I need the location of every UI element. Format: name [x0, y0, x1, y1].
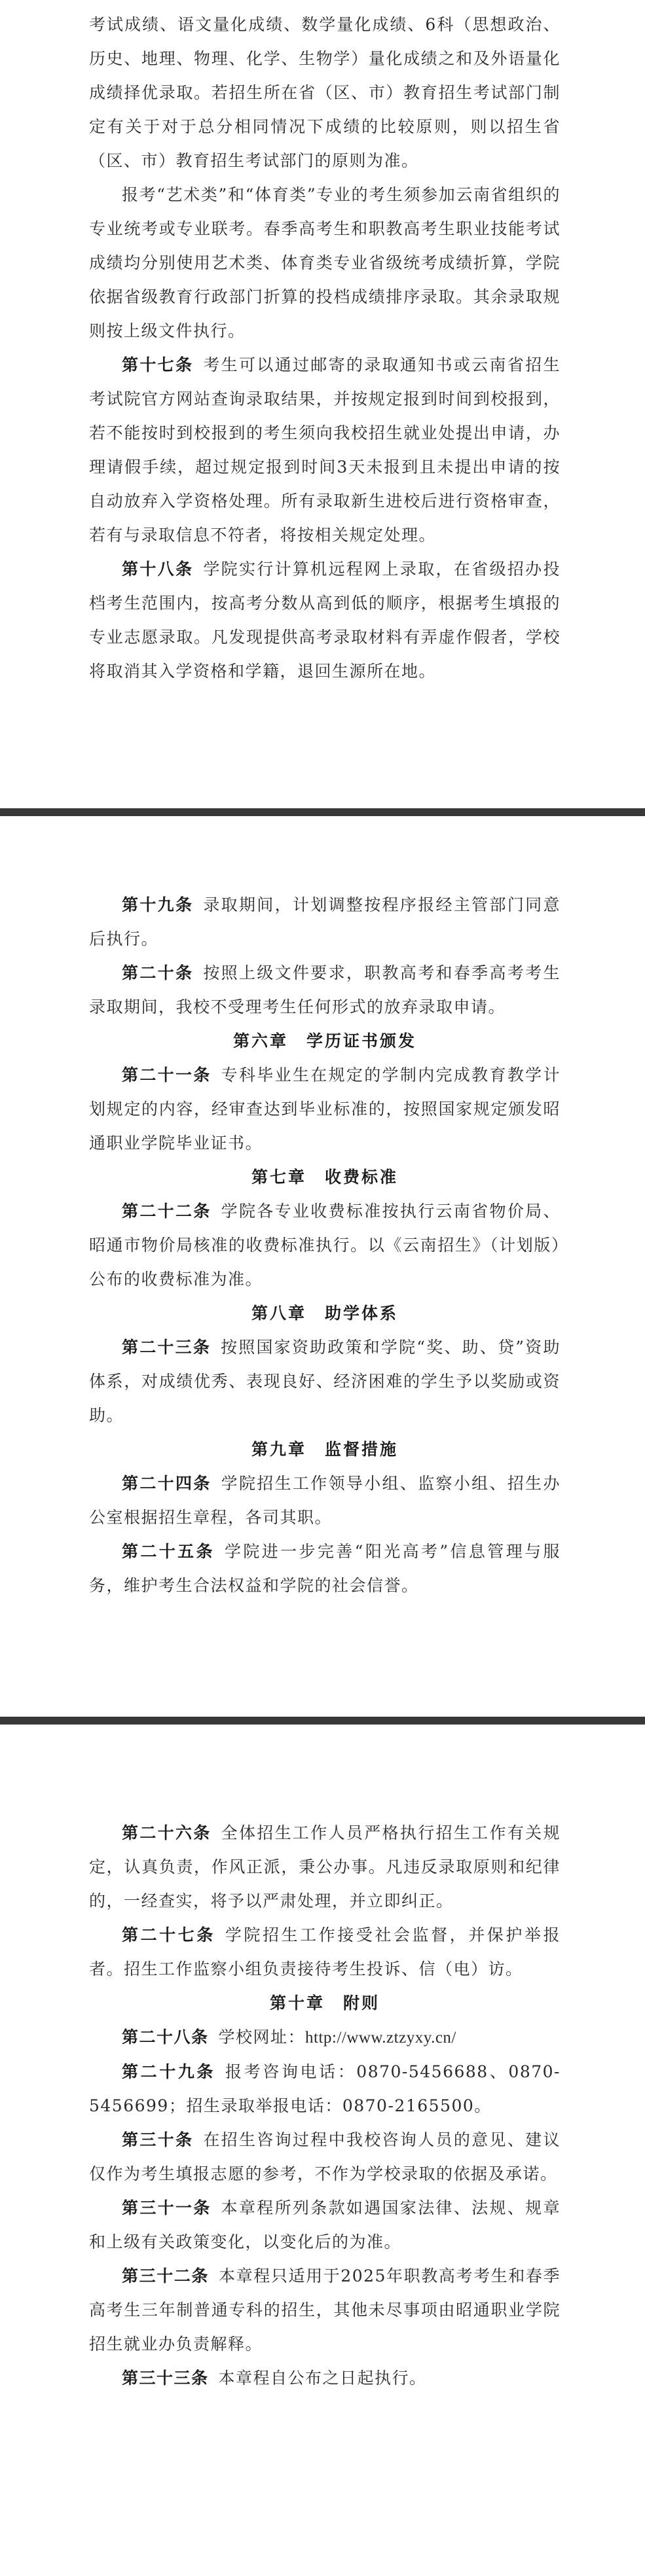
chapter-8-heading: 第八章 助学体系 — [251, 1304, 398, 1323]
article-23 — [89, 1331, 561, 1433]
article-28-prefix: 学校网址： — [218, 2028, 306, 2047]
article-24-text: 学院招生工作领导小组、监察小组、招生办公室根据招生章程，各司其职。 — [89, 1474, 561, 1527]
article-19 — [89, 888, 561, 956]
article-31-label: 第三十一条 — [122, 2198, 212, 2217]
article-17-text: 考生可以通过邮寄的录取通知书或云南省招生考试院官方网站查询录取结果，并按规定报到时间到校报到，若不能按时到校报到的考生须向我校招生就业处提出申请，办理请假手续，超过规定报到时间3天未报到且未提出申请的按自动放弃入学资格处理。所有录取新生进校后进行资格审查，若有与录取信息不符者，将按相关规定处理。 — [89, 355, 561, 545]
document-page-3 — [0, 1725, 645, 2576]
article-18-label: 第十八条 — [122, 560, 194, 579]
article-33 — [89, 2361, 561, 2395]
article-18-text: 学院实行计算机远程网上录取，在省级招办投档考生范围内，按高考分数从高到低的顺序，根据考生填报的专业志愿录取。凡发现提供高考录取材料有弄虚作假者，学校将取消其入学资格和学籍，退回生源所在地。 — [89, 560, 561, 681]
article-29 — [89, 2055, 561, 2123]
article-30-label: 第三十条 — [122, 2130, 194, 2149]
article-32-text: 本章程只适用于2025年职教高考考生和春季高考生三年制普通专科的招生，其他未尽事项由昭通职业学院招生就业办负责解释。 — [89, 2266, 561, 2353]
article-20-label: 第二十条 — [122, 963, 194, 982]
article-17-label: 第十七条 — [122, 355, 194, 374]
chapter-6-heading: 第六章 学历证书颁发 — [232, 1031, 416, 1050]
article-29-text: 报考咨询电话：0870-5456688、0870-5456699；招生录取举报电话：0870-2165500。 — [89, 2062, 561, 2115]
article-17 — [89, 348, 561, 552]
chapter-10-heading: 第十章 附则 — [269, 1994, 380, 2012]
article-24-label: 第二十四条 — [122, 1474, 212, 1493]
article-26-text: 全体招生工作人员严格执行招生工作有关规定，认真负责，作风正派，秉公办事。凡违反录取原则和纪律的，一经查实，将予以严肃处理，并立即纠正。 — [89, 1823, 561, 1910]
article-28 — [89, 2020, 561, 2055]
article-27-label: 第二十七条 — [122, 1925, 215, 1944]
article-27 — [89, 1918, 561, 1986]
chapter-7-heading: 第七章 收费标准 — [251, 1168, 398, 1187]
article-27-text: 学院招生工作接受社会监督，并保护举报者。招生工作监察小组负责接待考生投诉、信（电）访。 — [89, 1925, 561, 1978]
page-separator-2 — [0, 1717, 645, 1725]
article-29-label: 第二十九条 — [122, 2062, 216, 2081]
article-31 — [89, 2191, 561, 2259]
article-21 — [89, 1058, 561, 1160]
article-22 — [89, 1194, 561, 1297]
article-18 — [89, 552, 561, 689]
article-20-text: 按照上级文件要求，职教高考和春季高考考生录取期间，我校不受理考生任何形式的放弃录取申请。 — [89, 963, 561, 1016]
article-33-label: 第三十三条 — [122, 2369, 209, 2388]
article-25 — [89, 1535, 561, 1603]
article-21-label: 第二十一条 — [122, 1065, 212, 1084]
document-page-1 — [0, 0, 645, 808]
chapter-9-heading: 第九章 监督措施 — [251, 1440, 398, 1459]
article-23-label: 第二十三条 — [122, 1338, 212, 1357]
article-26-label: 第二十六条 — [122, 1823, 212, 1842]
article-19-text: 录取期间，计划调整按程序报经主管部门同意后执行。 — [89, 895, 561, 948]
article-24 — [89, 1467, 561, 1535]
article-20 — [89, 956, 561, 1024]
article-33-text: 本章程自公布之日起执行。 — [218, 2369, 427, 2388]
school-website-link[interactable]: http://www.ztzyxy.cn/ — [305, 2029, 456, 2047]
article-31-text: 本章程所列条款如遇国家法律、法规、规章和上级有关政策变化，以变化后的为准。 — [89, 2198, 561, 2251]
article-30 — [89, 2123, 561, 2191]
page-separator-1 — [0, 808, 645, 816]
paragraph-tiebreak-rule: 考试成绩、语文量化成绩、数学量化成绩、6科（思想政治、历史、地理、物理、化学、生物学）量化成绩之和及外语量化成绩择优录取。若招生所在省（区、市）教育招生考试部门制定有关于对于总分相同情况下成绩的比较原则，则以招生省（区、市）教育招生考试部门的原则为准。 — [89, 15, 561, 170]
article-25-text: 学院进一步完善“阳光高考”信息管理与服务，维护考生合法权益和学院的社会信誉。 — [89, 1542, 561, 1595]
article-32 — [89, 2259, 561, 2361]
article-22-label: 第二十二条 — [122, 1202, 212, 1221]
paragraph-art-sports: 报考“艺术类”和“体育类”专业的考生须参加云南省组织的专业统考或专业联考。春季高考生和职教高考生职业技能考试成绩均分别使用艺术类、体育类专业省级统考成绩折算，学院依据省级教育行政部门折算的投档成绩排序录取。其余录取规则按上级文件执行。 — [89, 185, 561, 340]
article-23-text: 按照国家资助政策和学院“奖、助、贷”资助体系，对成绩优秀、表现良好、经济困难的学生予以奖励或资助。 — [89, 1338, 561, 1425]
article-26 — [89, 1816, 561, 1918]
article-32-label: 第三十二条 — [122, 2266, 210, 2285]
article-19-label: 第十九条 — [122, 895, 194, 914]
document-page-2 — [0, 816, 645, 1717]
article-28-label: 第二十八条 — [122, 2028, 209, 2047]
article-22-text: 学院各专业收费标准按执行云南省物价局、昭通市物价局核准的收费标准执行。以《云南招生》（计划版）公布的收费标准为准。 — [89, 1202, 561, 1289]
article-21-text: 专科毕业生在规定的学制内完成教育教学计划规定的内容，经审查达到毕业标准的，按照国家规定颁发昭通职业学院毕业证书。 — [89, 1065, 561, 1153]
article-30-text: 在招生咨询过程中我校咨询人员的意见、建议仅作为考生填报志愿的参考，不作为学校录取的依据及承诺。 — [89, 2130, 561, 2183]
article-25-label: 第二十五条 — [122, 1542, 215, 1561]
